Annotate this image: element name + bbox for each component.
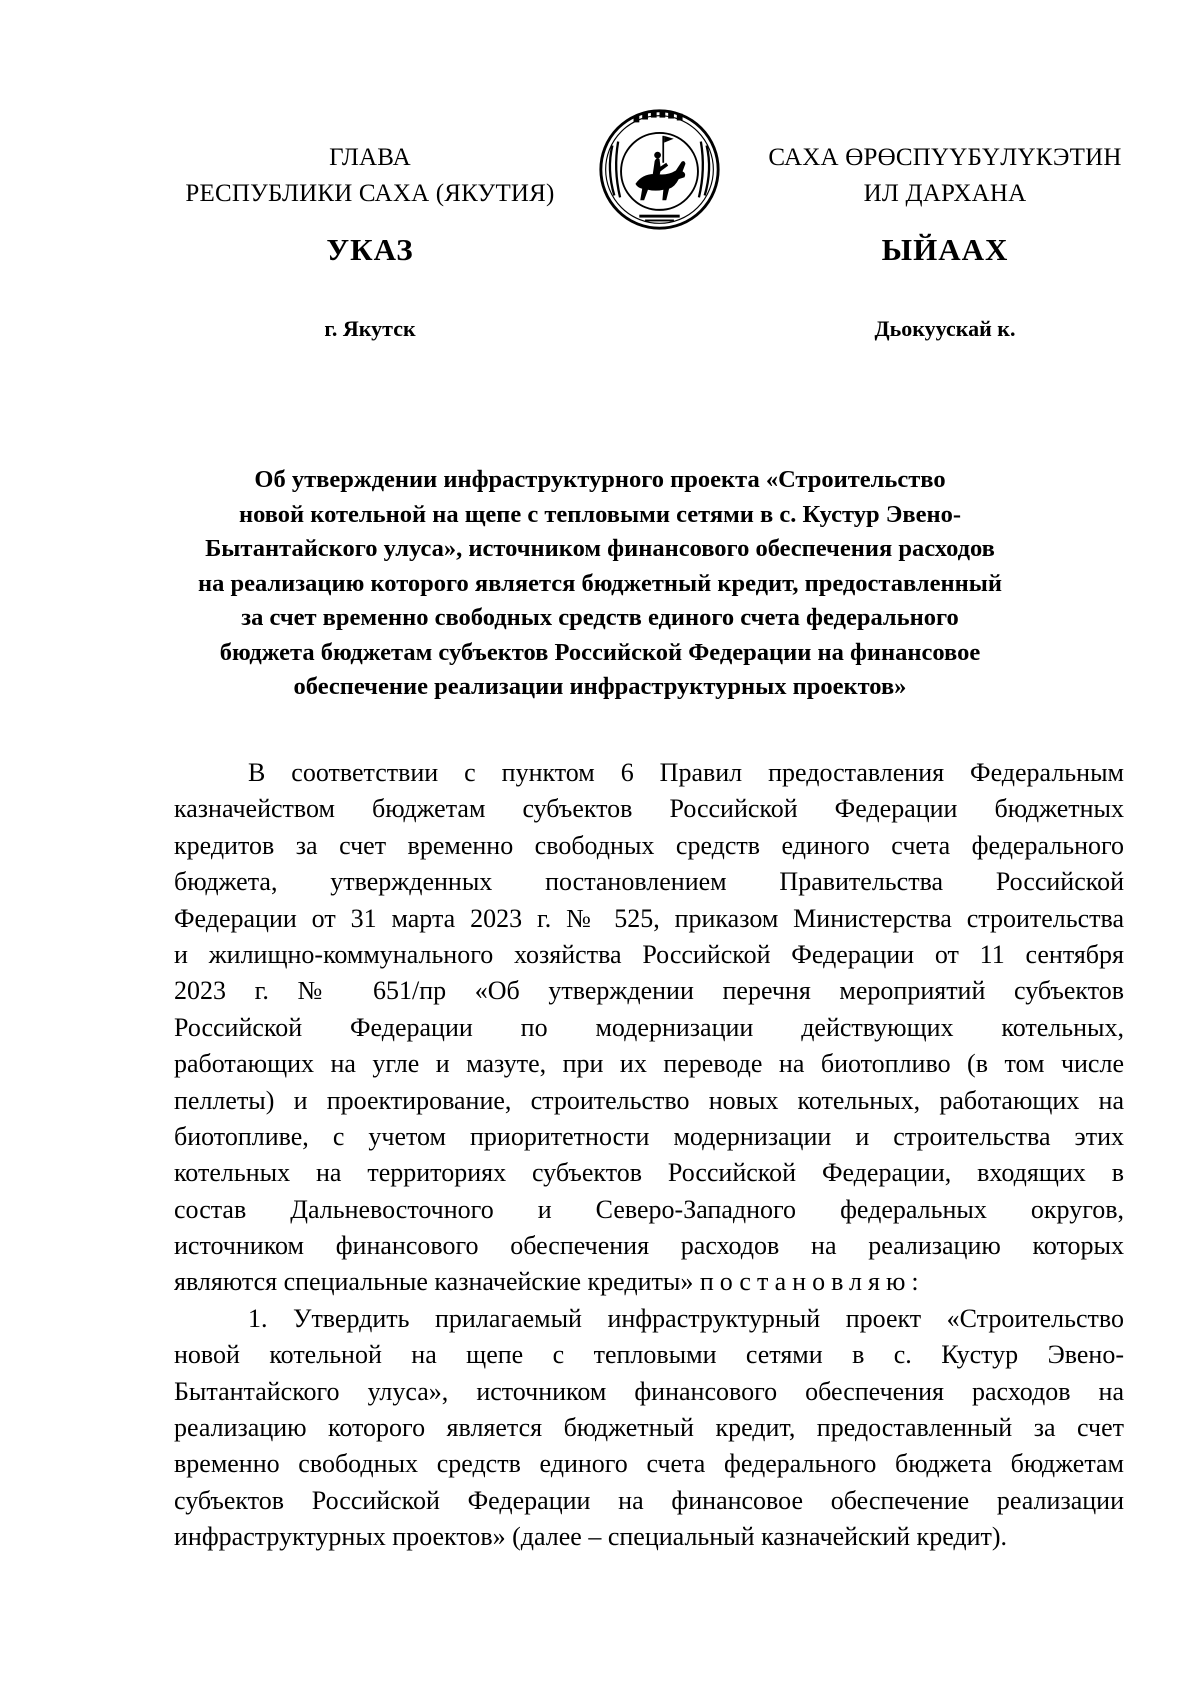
body-line: биотопливе, с учетом приоритетности модернизации и строительства этих [174, 1121, 1124, 1151]
preamble-paragraph [174, 755, 1124, 1301]
body-line: Федерации от 31 марта 2023 г. № 525, приказом Министерства строительства [174, 903, 1124, 933]
body-line: Бытантайского улуса», источником финансового обеспечения расходов на [174, 1376, 1124, 1406]
authority-sakha-line-2: ИЛ ДАРХАНА [863, 180, 1027, 207]
title-line: Бытантайского улуса», источником финансового обеспечения расходов [205, 535, 995, 562]
body-line: состав Дальневосточного и Северо-Западного федеральных округов, [174, 1194, 1124, 1224]
title-line: бюджета бюджетам субъектов Российской Федерации на финансовое [219, 638, 981, 666]
body-line-text: являются специальные казначейские кредиты» [174, 1267, 694, 1297]
body-line: временно свободных средств единого счета федерального бюджета бюджетам [174, 1449, 1124, 1479]
title-line: за счет временно свободных средств единого счета федерального [241, 604, 959, 631]
body-line: 1. Утвердить прилагаемый инфраструктурный проект «Строительство [248, 1303, 1124, 1333]
body-line: и жилищно-коммунального хозяйства Российской Федерации от 11 сентября [174, 939, 1124, 969]
body-line: 2023 г. № 651/пр «Об утверждении перечня мероприятий субъектов [174, 976, 1124, 1006]
body-line-resolve [174, 1264, 1124, 1300]
body-line: инфраструктурных проектов» (далее – специальный казначейский кредит). [174, 1522, 1008, 1552]
body-line: В соответствии с пунктом 6 Правил предоставления Федеральным [248, 758, 1124, 787]
authority-sakha-line-1: САХА ӨРӨСПҮҮБҮЛҮКЭТИН [768, 144, 1122, 171]
decree-title [150, 463, 1050, 705]
resolve-word: постановляю [699, 1267, 912, 1297]
clause-1-paragraph [174, 1301, 1124, 1556]
city-sakha: Дьокуускай к. [874, 316, 1016, 341]
body-line: реализацию которого является бюджетный кредит, предоставленный за счет [174, 1413, 1124, 1443]
body-line: кредитов за счет временно свободных средств единого счета федерального [174, 830, 1124, 860]
header-russian-authority [160, 140, 580, 212]
republic-emblem-icon [597, 107, 722, 232]
header-sakha-authority [745, 140, 1145, 212]
decree-label-sakha: ЫЙААХ [881, 232, 1009, 267]
decree-label-russian: УКАЗ [326, 232, 414, 267]
authority-line-2: РЕСПУБЛИКИ САХА (ЯКУТИЯ) [185, 180, 555, 207]
title-line: обеспечение реализации инфраструктурных проектов» [293, 673, 907, 700]
body-line: пеллеты) и проектирование, строительство новых котельных, работающих на [174, 1085, 1124, 1115]
decree-body [174, 755, 1124, 1556]
body-line: Российской Федерации по модернизации действующих котельных, [174, 1012, 1124, 1042]
title-line: новой котельной на щепе с тепловыми сетями в с. Кустур Эвено- [238, 500, 962, 528]
body-line: котельных на территориях субъектов Российской Федерации, входящих в [174, 1158, 1124, 1188]
body-line: источником финансового обеспечения расходов на реализацию которых [174, 1231, 1124, 1261]
body-line: бюджета, утвержденных постановлением Правительства Российской [174, 867, 1124, 897]
title-line: на реализацию которого является бюджетный кредит, предоставленный [197, 569, 1002, 597]
body-line: работающих на угле и мазуте, при их переводе на биотопливо (в том числе [174, 1049, 1124, 1079]
body-line: новой котельной на щепе с тепловыми сетями в с. Кустур Эвено- [174, 1340, 1124, 1370]
authority-line-1: ГЛАВА [329, 144, 411, 171]
title-line: Об утверждении инфраструктурного проекта «Строительство [254, 466, 946, 493]
city-russian: г. Якутск [324, 316, 416, 341]
body-line: казначейством бюджетам субъектов Российской Федерации бюджетных [174, 794, 1124, 824]
body-line: субъектов Российской Федерации на финансовое обеспечение реализации [174, 1485, 1124, 1515]
resolve-colon: : [911, 1267, 919, 1297]
